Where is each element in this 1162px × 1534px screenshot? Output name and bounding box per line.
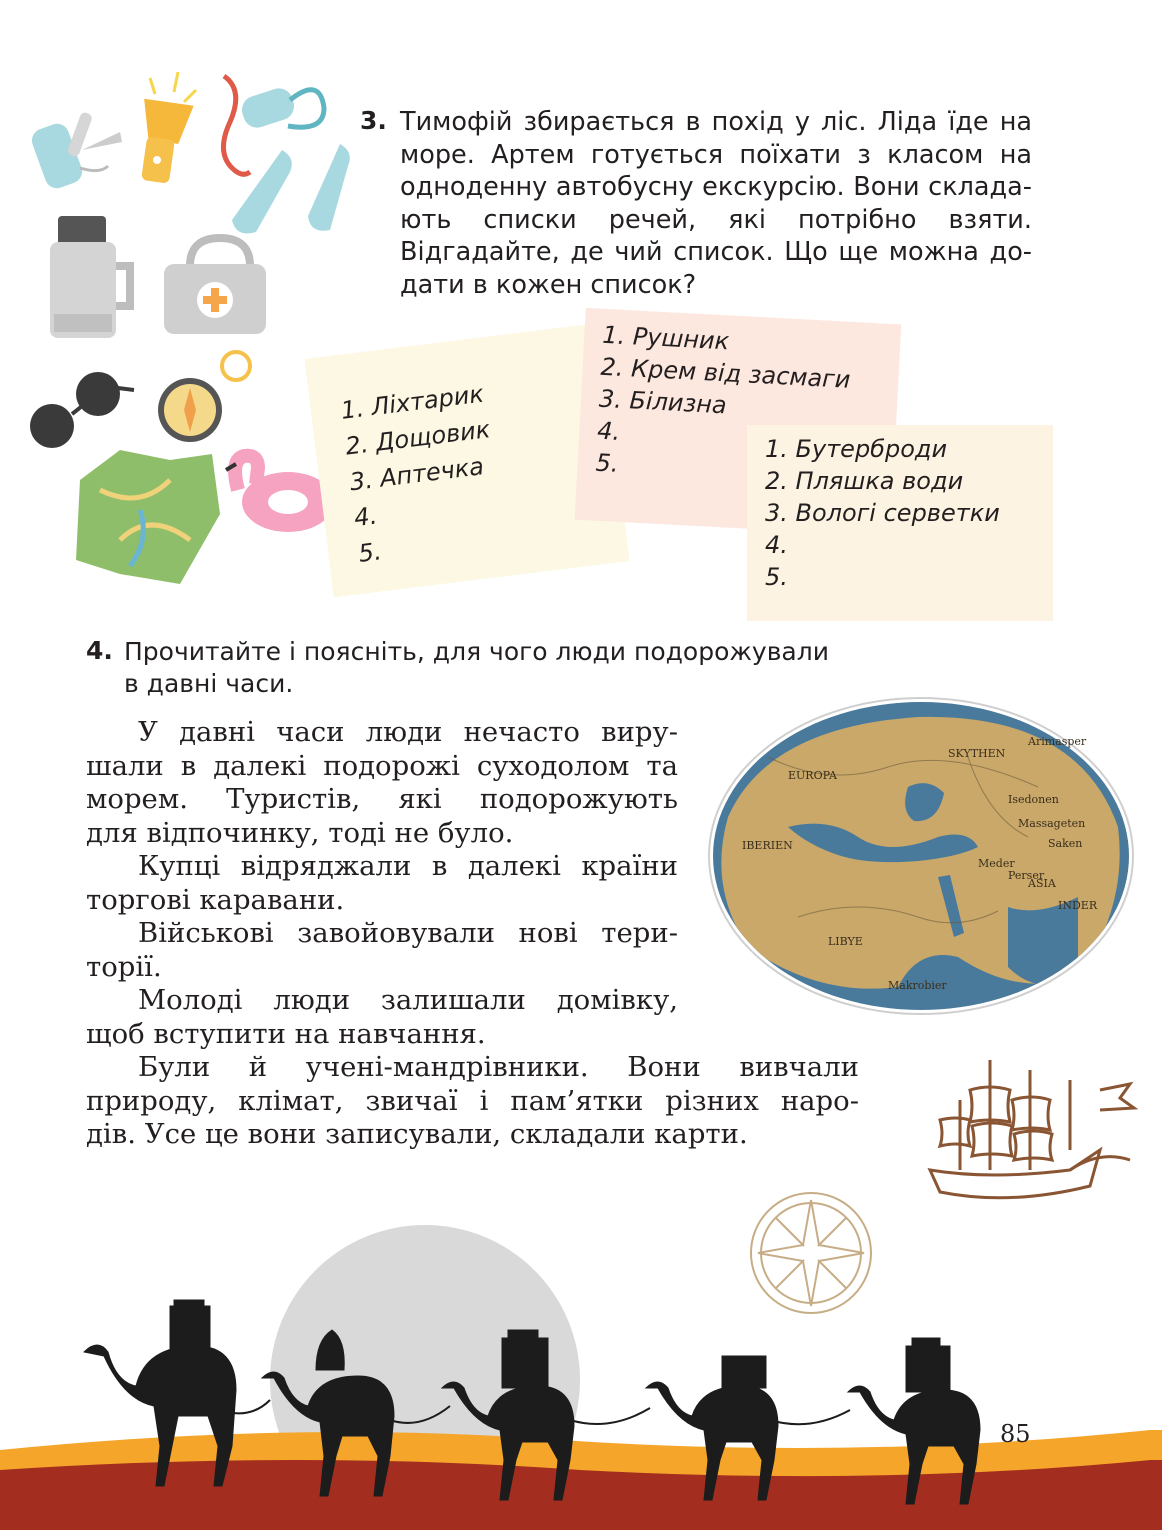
list-item: 1. Бутерброди	[765, 435, 948, 463]
story-line: щоб вступити на навчання.	[86, 1017, 486, 1050]
story-text	[86, 716, 678, 1051]
list-item: 4.	[352, 501, 379, 533]
map-label: Meder	[978, 857, 1015, 870]
task-3-line: дати в кожен список?	[400, 269, 697, 300]
story-line: шали в далекі подорожі суходолом та	[86, 749, 678, 782]
task-4-line: Прочитайте і поясніть, для чого люди подорожували	[124, 637, 829, 666]
flippers-icon	[232, 144, 350, 234]
list-item: 1. Ліхтарик	[339, 379, 486, 425]
list-item: 5.	[765, 563, 788, 591]
map-label: LIBYE	[828, 935, 863, 948]
task-4-number: 4.	[86, 636, 113, 665]
map-label: EUROPA	[788, 769, 837, 782]
story-line: Були й учені-мандрівники. Вони вивчали	[138, 1051, 859, 1083]
sailing-ship-illustration	[920, 1050, 1140, 1220]
story-line: для відпочинку, тоді не було.	[86, 816, 514, 849]
thermos-icon	[50, 216, 130, 338]
map-label: ASIA	[1028, 877, 1056, 890]
task-3-line: ють списки речей, які потрібно взяти.	[400, 204, 1032, 235]
list-note-excursion	[747, 425, 1053, 621]
story-line: природу, клімат, звичаї і пам’ятки різних наро-	[86, 1084, 859, 1117]
list-item: 3. Білизна	[598, 384, 728, 420]
list-item: 3. Вологі серветки	[765, 499, 1000, 527]
task-4-line: в давні часи.	[124, 669, 294, 698]
story-line: морем. Туристів, які подорожують	[86, 783, 678, 815]
list-item: 2. Крем від засмаги	[599, 352, 852, 394]
story-line: Купці відряджали в далекі країни	[138, 850, 678, 882]
flashlight-icon	[139, 72, 196, 184]
snorkel-mask-icon	[223, 76, 324, 174]
folded-map-icon	[76, 450, 220, 584]
illustrations-travel-items	[20, 70, 360, 610]
task-3-number: 3.	[360, 106, 387, 135]
map-label: IBERIEN	[742, 839, 793, 852]
task-3-line: море. Артем готується поїхати з класом на	[400, 139, 1032, 170]
list-item: 2. Дощовик	[343, 415, 492, 461]
sunglasses-icon	[30, 372, 134, 448]
story-line: торії.	[86, 950, 162, 983]
task-3-line: одноденну автобусну екскурсію. Вони склада-	[400, 172, 1032, 202]
task-3-line: Тимофій збирається в похід у ліс. Ліда їде на	[400, 107, 1032, 137]
list-item: 5.	[594, 448, 620, 478]
story-text-wide	[86, 1051, 859, 1152]
map-label: Isedonen	[1008, 793, 1059, 806]
story-line: Військові завойовували нові тери-	[138, 917, 678, 949]
first-aid-kit-icon	[164, 238, 266, 334]
desert-caravan-illustration	[0, 1220, 1162, 1530]
task-3-text	[400, 106, 1032, 301]
story-line: Молоді люди залишали домівку,	[138, 984, 678, 1016]
compass-icon	[158, 352, 250, 442]
story-line: торгові каравани.	[86, 883, 345, 916]
map-label: Arimasper	[1028, 735, 1087, 748]
map-label: Perser	[1008, 869, 1045, 882]
list-item: 4.	[596, 416, 621, 446]
page-number: 85	[1000, 1420, 1031, 1448]
map-label: Massageten	[1018, 817, 1086, 830]
list-item: 2. Пляшка води	[765, 467, 964, 495]
task-3-line: Відгадайте, де чий список. Що ще можна до-	[400, 237, 1032, 267]
map-label: INDER	[1058, 899, 1098, 912]
ancient-world-map	[708, 697, 1134, 1015]
story-line: дів. Усе це вони записували, складали карти.	[86, 1118, 748, 1150]
map-label: SKYTHEN	[948, 747, 1006, 760]
story-line: У давні часи люди нечасто виру-	[138, 716, 678, 748]
pocket-knife-icon	[29, 111, 122, 191]
map-label: Makrobier	[888, 979, 947, 992]
map-label: Saken	[1048, 837, 1083, 850]
list-item: 4.	[765, 531, 788, 559]
list-item: 3. Аптечка	[348, 452, 486, 497]
task-4-text	[124, 636, 864, 700]
list-item: 5.	[356, 537, 384, 568]
list-item: 1. Рушник	[601, 320, 730, 356]
